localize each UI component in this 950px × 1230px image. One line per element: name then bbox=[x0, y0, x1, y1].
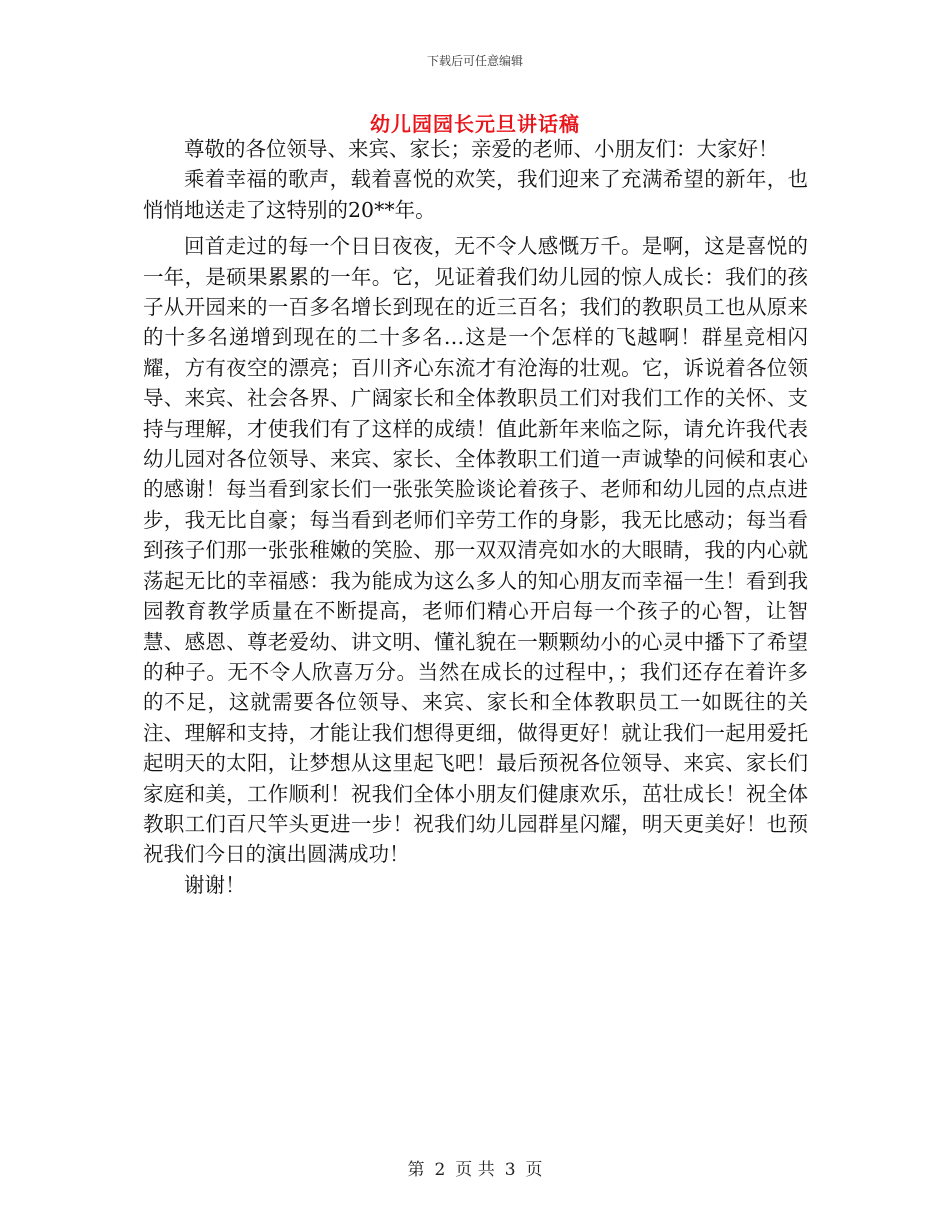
footer-label: 第 bbox=[407, 1160, 425, 1180]
footer-label: 页 共 bbox=[455, 1160, 495, 1180]
closing-paragraph: 谢谢！ bbox=[184, 872, 246, 897]
footer-label: 页 bbox=[525, 1160, 543, 1180]
total-page-number: 3 bbox=[504, 1160, 516, 1180]
page-footer bbox=[0, 1155, 950, 1180]
document-body bbox=[143, 134, 808, 900]
page-header: 下载后可任意编辑 bbox=[426, 54, 523, 68]
body-paragraph: 回首走过的每一个日日夜夜，无不令人感慨万千。是啊，这是喜悦的一年，是硕果累累的一年。它，见证着我们幼儿园的惊人成长：我们的孩子从开园来的一百多名增长到现在的近三百名；我们的教职员工也从原来的十多名递增到现在的二十多名…这是一个怎样的飞越啊！群星竞相闪耀，方有夜空的漂亮；百川齐心东流才有沧海的壮观。它，诉说着各位领导、来宾、社会各界、广阔家长和全体教职员工们对我们工作的关怀、支持与理解，才使我们有了这样的成绩！值此新年来临之际，请允许我代表幼儿园对各位领导、来宾、家长、全体教职工们道一声诚挚的问候和衷心的感谢！每当看到家长们一张张笑脸谈论着孩子、老师和幼儿园的点点进步，我无比自豪；每当看到老师们辛劳工作的身影，我无比感动；每当看到孩子们那一张张稚嫩的笑脸、那一双双清亮如水的大眼睛，我的内心就荡起无比的幸福感：我为能成为这么多人的知心朋友而幸福一生！看到我园教育教学质量在不断提高，老师们精心开启每一个孩子的心智，让智慧、感恩、尊老爱幼、讲文明、懂礼貌在一颗颗幼小的心灵中播下了希望的种子。无不令人欣喜万分。当然在成长的过程中，；我们还存在着许多的不足，这就需要各位领导、来宾、家长和全体教职员工一如既往的关注、理解和支持，才能让我们想得更细，做得更好！就让我们一起用爱托起明天的太阳，让梦想从这里起飞吧！最后预祝各位领导、来宾、家长们家庭和美，工作顺利！祝我们全体小朋友们健康欢乐，茁壮成长！祝全体教职工们百尺竿头更进一步！祝我们幼儿园群星闪耀，明天更美好！也预祝我们今日的演出圆满成功！ bbox=[143, 234, 808, 867]
greeting-paragraph: 尊敬的各位领导、来宾、家长；亲爱的老师、小朋友们：大家好！ bbox=[184, 137, 779, 161]
current-page-number: 2 bbox=[434, 1160, 446, 1180]
body-paragraph: 乘着幸福的歌声，载着喜悦的欢笑，我们迎来了充满希望的新年，也悄悄地送走了这特别的20**年。 bbox=[143, 167, 808, 222]
document-title: 幼儿园园长元旦讲话稿 bbox=[370, 112, 580, 136]
